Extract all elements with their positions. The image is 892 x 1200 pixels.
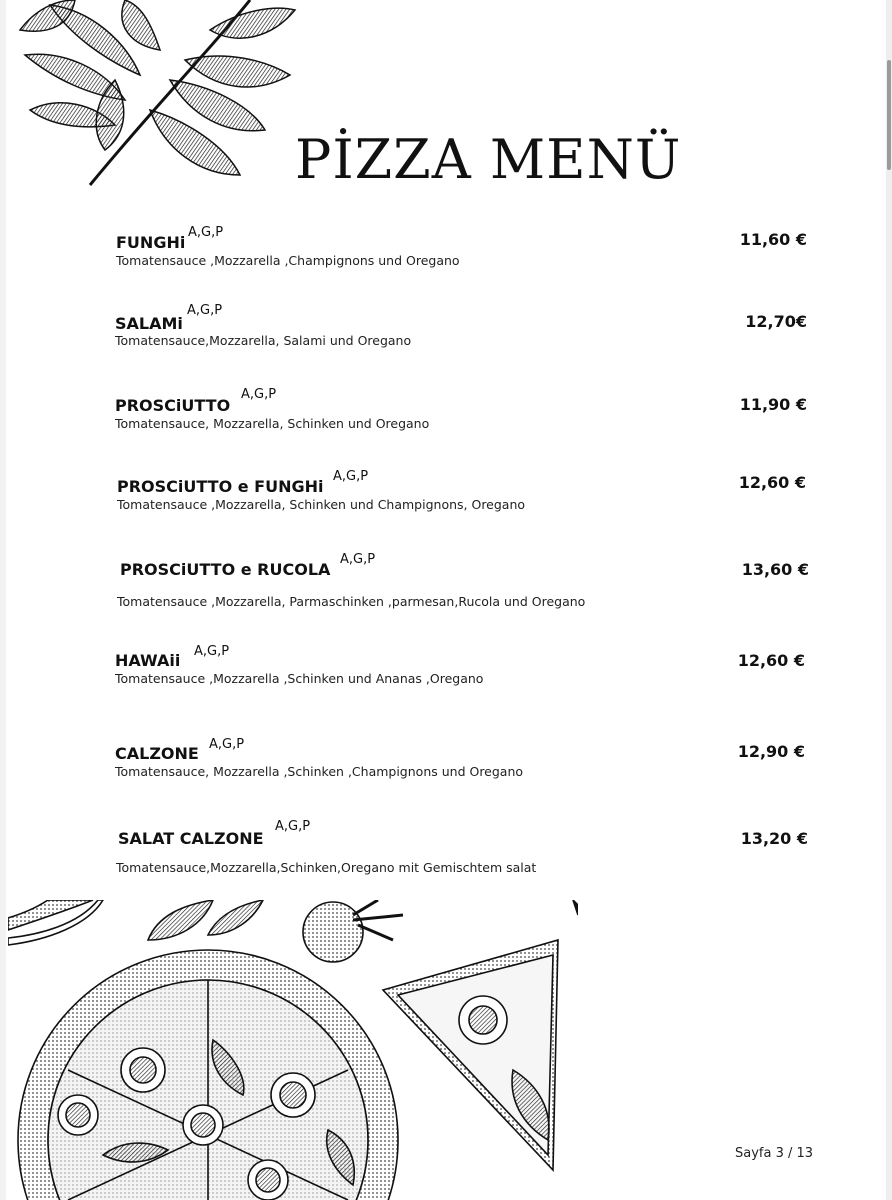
- page-edge-right: [886, 0, 892, 1200]
- item-name: PROSCiUTTO: [115, 396, 231, 415]
- item-allergens: A,G,P: [209, 737, 245, 752]
- scrollbar-thumb[interactable]: [887, 60, 891, 170]
- item-name: HAWAii: [115, 651, 181, 670]
- item-name: CALZONE: [115, 744, 199, 763]
- page-indicator: Sayfa 3 / 13: [735, 1146, 814, 1161]
- item-allergens: A,G,P: [241, 387, 277, 402]
- item-description: Tomatensauce ,Mozzarella, Schinken und Champignons, Oregano: [117, 497, 526, 512]
- item-description: Tomatensauce ,Mozzarella, Parmaschinken ,parmesan,Rucola und Oregano: [117, 594, 586, 609]
- item-price: 13,20 €: [740, 829, 808, 848]
- item-allergens: A,G,P: [275, 819, 311, 834]
- item-allergens: A,G,P: [340, 552, 376, 567]
- page-edge-left: [0, 0, 6, 1200]
- item-description: Tomatensauce, Mozzarella ,Schinken ,Champignons und Oregano: [115, 764, 524, 779]
- pizza-illustration: [8, 900, 578, 1200]
- item-name: SALAT CALZONE: [118, 829, 264, 848]
- item-price: 12,70€: [745, 312, 807, 331]
- item-name: FUNGHi: [116, 233, 186, 252]
- item-name: SALAMi: [115, 314, 183, 333]
- item-allergens: A,G,P: [188, 225, 224, 240]
- leaves-illustration: [10, 0, 300, 190]
- item-allergens: A,G,P: [187, 303, 223, 318]
- item-price: 13,60 €: [741, 560, 809, 579]
- item-price: 11,60 €: [739, 230, 807, 249]
- page-title: PİZZA MENÜ: [295, 128, 682, 191]
- item-description: Tomatensauce,Mozzarella,Schinken,Oregano mit Gemischtem salat: [116, 860, 537, 875]
- item-name: PROSCiUTTO e FUNGHi: [117, 477, 324, 496]
- item-allergens: A,G,P: [333, 469, 369, 484]
- item-description: Tomatensauce, Mozzarella, Schinken und Oregano: [115, 416, 430, 431]
- item-description: Tomatensauce ,Mozzarella ,Schinken und Ananas ,Oregano: [115, 671, 484, 686]
- item-name: PROSCiUTTO e RUCOLA: [120, 560, 331, 579]
- item-price: 12,90 €: [737, 742, 805, 761]
- item-description: Tomatensauce,Mozzarella, Salami und Oregano: [115, 333, 412, 348]
- item-price: 12,60 €: [738, 473, 806, 492]
- item-allergens: A,G,P: [194, 644, 230, 659]
- item-description: Tomatensauce ,Mozzarella ,Champignons und Oregano: [116, 253, 460, 268]
- item-price: 12,60 €: [737, 651, 805, 670]
- item-price: 11,90 €: [739, 395, 807, 414]
